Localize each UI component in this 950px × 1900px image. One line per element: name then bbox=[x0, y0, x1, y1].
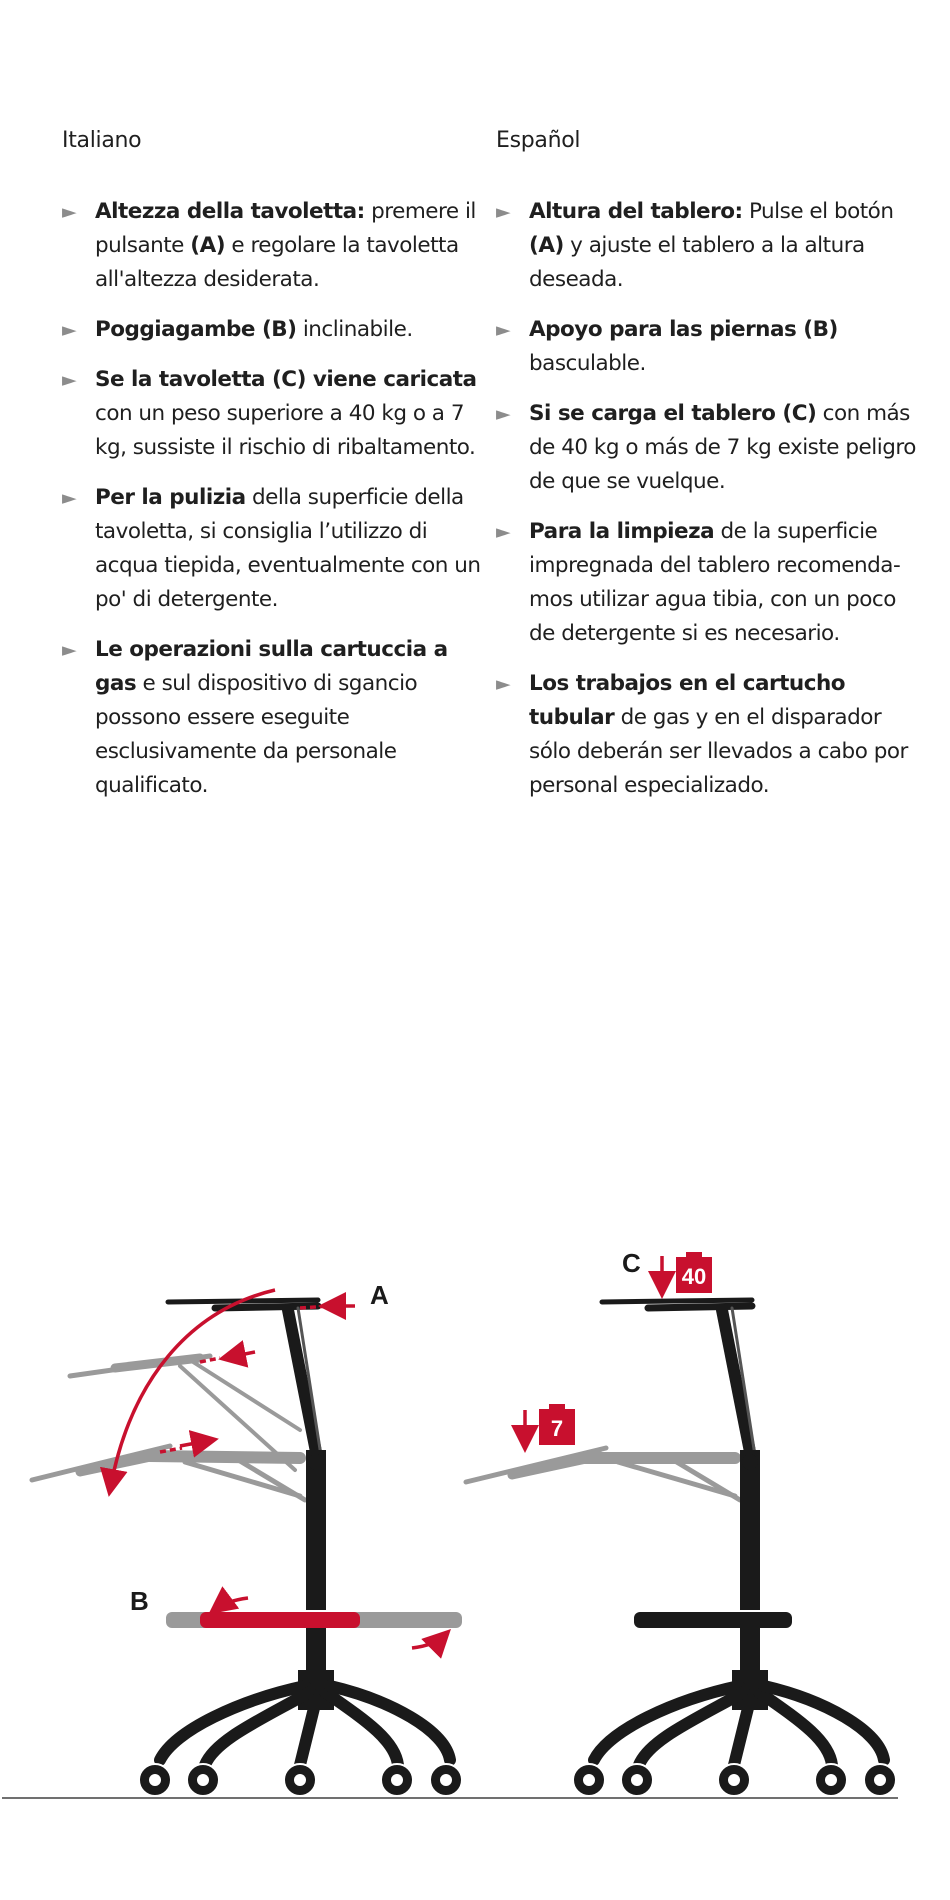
bullet-arrow-icon: ► bbox=[62, 639, 77, 661]
right-chair-joint bbox=[742, 1454, 758, 1470]
item-text: e sul dispositivo di sgancio possono essere eseguite esclusivamente da personale qualificato. bbox=[95, 671, 418, 798]
item-text: basculable. bbox=[529, 351, 646, 376]
left-chair bbox=[32, 1280, 462, 1796]
chair-illustration bbox=[0, 1200, 950, 1820]
bullet-arrow-icon: ► bbox=[496, 201, 511, 223]
italian-heading: Italiano bbox=[62, 128, 142, 153]
item-text: premere il pulsante bbox=[95, 199, 476, 258]
item-bold-text: Altura del tablero: bbox=[529, 199, 743, 224]
item-text: della superficie della tavoletta, si consiglia l’utilizzo di acqua tiepida, eventualmente con un po' di detergente. bbox=[95, 485, 481, 612]
right-chair-column bbox=[740, 1628, 760, 1676]
bullet-arrow-icon: ► bbox=[62, 487, 77, 509]
bullet-arrow-icon: ► bbox=[496, 673, 511, 695]
item-bold-text: Poggiagambe (B) bbox=[95, 317, 297, 342]
list-item bbox=[496, 397, 916, 499]
left-chair-joint bbox=[308, 1454, 324, 1470]
left-chair-tilted-table-ghost bbox=[32, 1356, 305, 1500]
spanish-heading: Español bbox=[496, 128, 581, 153]
right-chair-post bbox=[740, 1450, 760, 1610]
left-chair-leg-rest-red bbox=[200, 1612, 360, 1628]
item-text-2: y ajuste el tablero a la altura deseada. bbox=[529, 233, 865, 292]
left-chair-red-arrows bbox=[110, 1290, 446, 1648]
spanish-instructions-list bbox=[496, 195, 916, 803]
left-chair-column bbox=[306, 1628, 326, 1676]
item-text: inclinabile. bbox=[296, 317, 413, 342]
list-item bbox=[62, 633, 482, 803]
weight-7-label: 7 bbox=[550, 1416, 564, 1441]
list-item bbox=[62, 363, 482, 465]
list-item bbox=[496, 667, 916, 803]
item-bold-text: Se la tavoletta (C) viene caricata bbox=[95, 367, 477, 392]
label-a: A bbox=[370, 1280, 389, 1310]
item-text: de la superficie impregnada del tablero recomenda-mos utilizar agua tibia, con un poco de detergente si es necesario. bbox=[529, 519, 901, 646]
item-text-2: e regolare la tavoletta all'altezza desiderata. bbox=[95, 233, 459, 292]
item-bold-text: Apoyo para las piernas (B) bbox=[529, 317, 838, 342]
right-chair-base-legs bbox=[594, 1686, 884, 1765]
right-chair-lowered-table-ghost bbox=[466, 1448, 740, 1500]
spanish-column bbox=[496, 128, 916, 819]
item-bold-text: Altezza della tavoletta: bbox=[95, 199, 365, 224]
label-b: B bbox=[130, 1586, 149, 1616]
bullet-arrow-icon: ► bbox=[496, 403, 511, 425]
item-text: con un peso superiore a 40 kg o a 7 kg, sussiste il rischio di ribaltamento. bbox=[95, 401, 476, 460]
left-chair-table bbox=[168, 1300, 322, 1462]
left-chair-base-legs bbox=[160, 1686, 450, 1765]
item-bold-text: Los trabajos en el cartucho tubular bbox=[529, 671, 846, 730]
item-text: Pulse el botón bbox=[742, 199, 894, 224]
bullet-arrow-icon: ► bbox=[62, 369, 77, 391]
bullet-arrow-icon: ► bbox=[496, 521, 511, 543]
weight-40-label: 40 bbox=[681, 1264, 707, 1289]
item-bold-text: Si se carga el tablero (C) bbox=[529, 401, 817, 426]
bullet-arrow-icon: ► bbox=[496, 319, 511, 341]
left-chair-post bbox=[306, 1450, 326, 1610]
bullet-arrow-icon: ► bbox=[62, 201, 77, 223]
label-c: C bbox=[622, 1248, 641, 1278]
list-item bbox=[62, 481, 482, 617]
item-bold-text: Per la pulizia bbox=[95, 485, 246, 510]
list-item bbox=[62, 313, 482, 347]
item-bold-text-2: (A) bbox=[529, 233, 564, 258]
item-text: con más de 40 kg o más de 7 kg existe peligro de que se vuelque. bbox=[529, 401, 916, 494]
item-bold-text: Para la limpieza bbox=[529, 519, 715, 544]
right-chair-table bbox=[602, 1300, 756, 1462]
weight-40-icon bbox=[676, 1252, 712, 1293]
right-chair bbox=[466, 1248, 896, 1796]
item-bold-text-2: (A) bbox=[190, 233, 226, 258]
weight-7-icon bbox=[539, 1404, 575, 1445]
list-item bbox=[496, 515, 916, 651]
item-text: de gas y en el disparador sólo deberán ser llevados a cabo por personal especializado. bbox=[529, 705, 908, 798]
bullet-arrow-icon: ► bbox=[62, 319, 77, 341]
list-item bbox=[62, 195, 482, 297]
list-item bbox=[496, 313, 916, 381]
italian-column bbox=[62, 128, 482, 819]
item-bold-text: Le operazioni sulla cartuccia a gas bbox=[95, 637, 448, 696]
list-item bbox=[496, 195, 916, 297]
italian-instructions-list bbox=[62, 195, 482, 803]
right-chair-leg-rest bbox=[634, 1612, 792, 1628]
